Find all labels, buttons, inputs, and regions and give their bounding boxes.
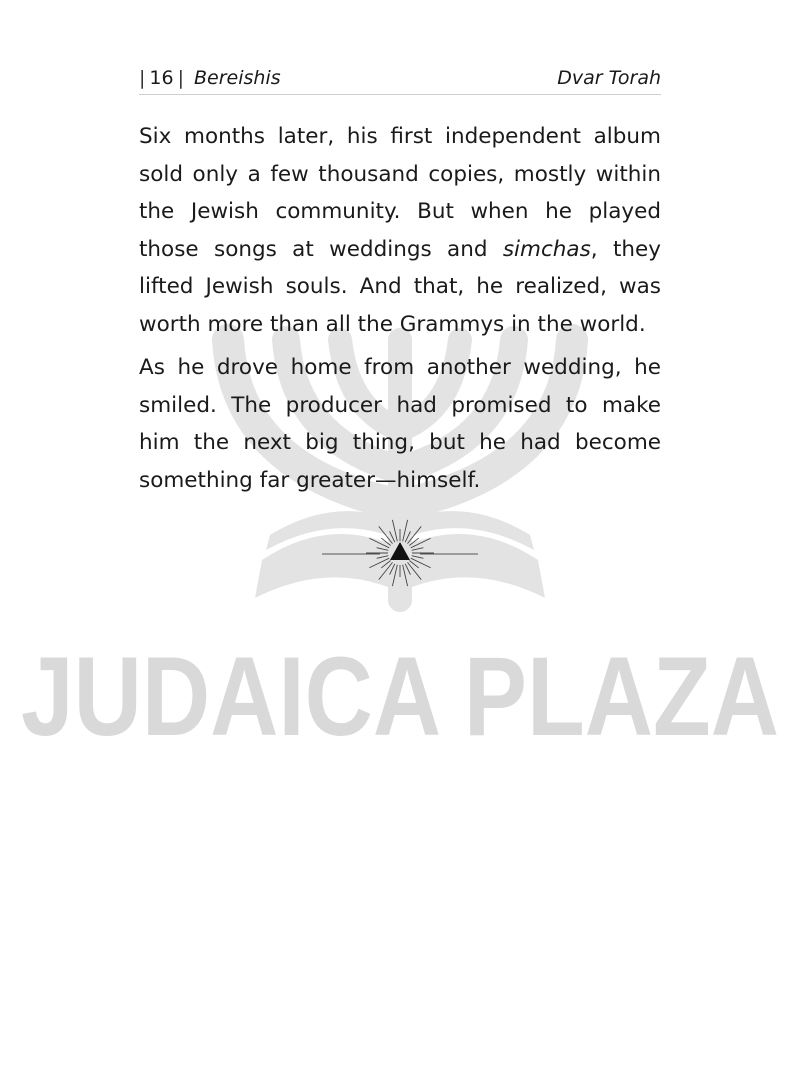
running-header (139, 64, 661, 95)
sunburst-ray (412, 556, 424, 559)
paragraph-text: Six months later, his first independent album sold only a few thousand copies, mostly within the Jewish community. But when he played those songs at weddings and (139, 124, 661, 262)
header-divider: | (177, 67, 184, 89)
paragraph-text: As he drove home from another wedding, he smiled. The producer had promised to make him the next big thing, but he had become something far greater—himself. (139, 355, 661, 493)
sunburst-ray (411, 558, 431, 568)
section-end-ornament (322, 516, 478, 592)
sunburst-ray (411, 538, 431, 548)
sunburst-ray (369, 538, 389, 548)
paragraph (139, 349, 661, 499)
sunburst-ray (412, 548, 424, 551)
sunburst-ray (377, 548, 389, 551)
paragraph (139, 118, 661, 343)
section-title: Dvar Torah (557, 67, 661, 89)
page-number: 16 (149, 67, 174, 89)
triangle-icon (390, 542, 410, 560)
header-left (139, 64, 281, 92)
sunburst-ray (369, 558, 389, 568)
page-body (139, 118, 661, 505)
sunburst-ray (377, 556, 389, 559)
watermark-text: JUDAICA PLAZA (21, 634, 779, 759)
header-divider: | (139, 67, 146, 89)
book-title: Bereishis (194, 67, 281, 89)
emphasis-text: simchas (502, 236, 591, 262)
paragraph-text: , they lifted Jewish souls. And that, he realized, was worth more than all the Grammys in the world. (139, 236, 661, 337)
